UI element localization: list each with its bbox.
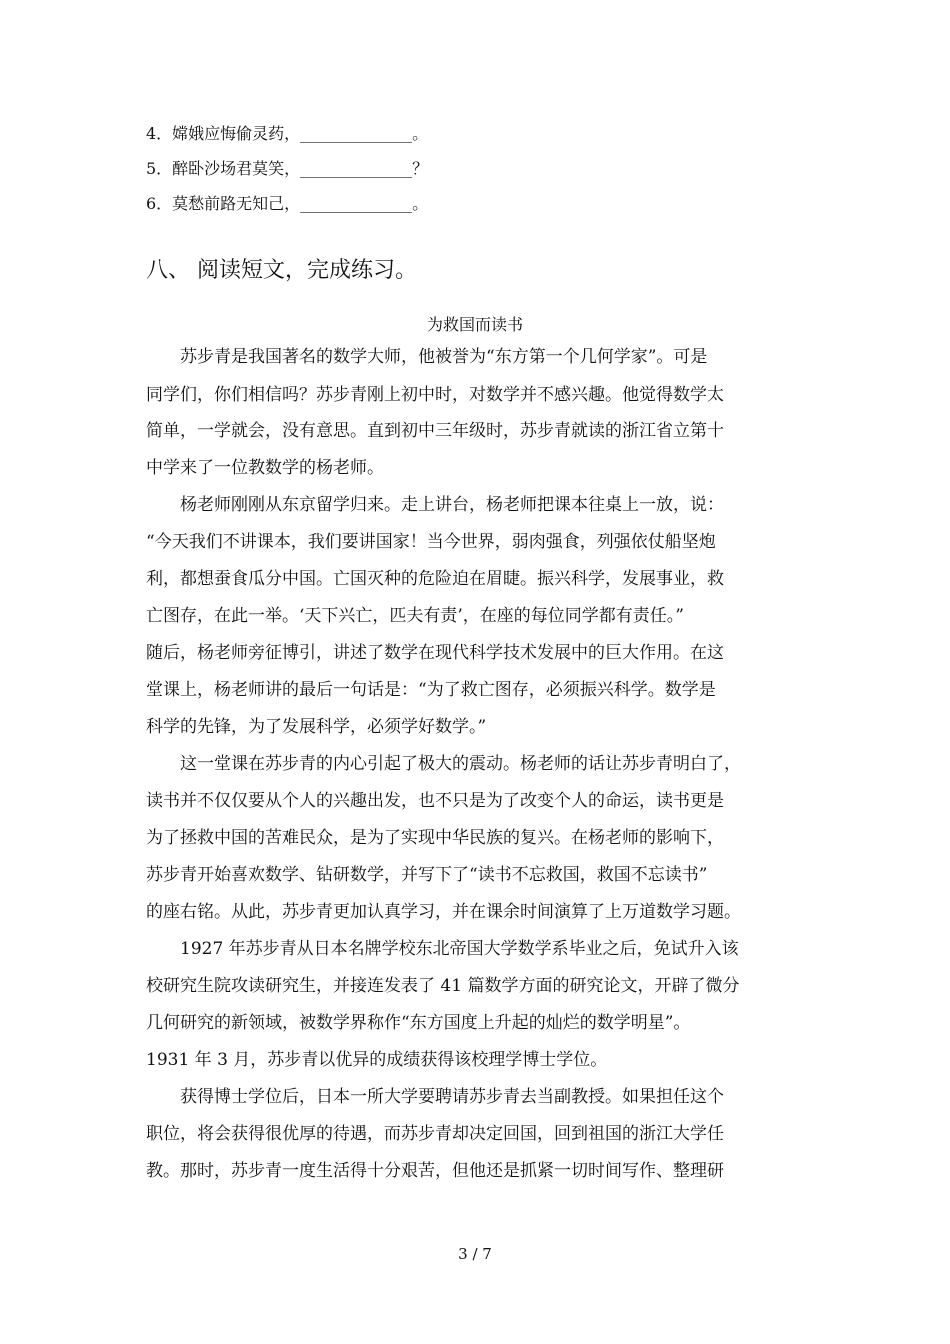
article-line: 这一堂课在苏步青的内心引起了极大的震动。杨老师的话让苏步青明白了， (146, 754, 741, 774)
article-line: 杨老师刚刚从东京留学归来。走上讲台，杨老师把课本往桌上一放，说： (146, 495, 724, 515)
page-number: 3 / 7 (458, 1245, 492, 1263)
article-line: 读书并不仅仅要从个人的兴趣出发，也不只是为了改变个人的命运，读书更是 (146, 791, 724, 811)
article-line: 校研究生院攻读研究生，并接连发表了 41 篇数学方面的研究论文，开辟了微分 (146, 976, 740, 996)
article-line: 堂课上，杨老师讲的最后一句话是：“为了救亡图存，必须振兴科学。数学是 (146, 680, 716, 700)
article-line: 苏步青是我国著名的数学大师，他被誉为“东方第一个几何学家”。可是 (146, 347, 708, 367)
article-line: 1931 年 3 月，苏步青以优异的成绩获得该校理学博士学位。 (146, 1050, 608, 1070)
article-line: 几何研究的新领域，被数学界称作“东方国度上升起的灿烂的数学明星”。 (146, 1013, 691, 1033)
article-line: 中学来了一位教数学的杨老师。 (146, 458, 384, 478)
section-heading: 八、 阅读短文，完成练习。 (146, 258, 417, 283)
fill-blank-item-4: 4．嫦娥应悔偷灵药，______________。 (146, 124, 429, 143)
article-line: 的座右铭。从此，苏步青更加认真学习，并在课余时间演算了上万道数学习题。 (146, 902, 741, 922)
article-line: 获得博士学位后，日本一所大学要聘请苏步青去当副教授。如果担任这个 (146, 1087, 724, 1107)
fill-blank-item-6: 6．莫愁前路无知己，______________。 (146, 194, 429, 213)
article-line: 教。那时，苏步青一度生活得十分艰苦，但他还是抓紧一切时间写作、整理研 (146, 1161, 724, 1181)
article-title: 为救国而读书 (426, 315, 523, 334)
article-line: 亡图存，在此一举。‘天下兴亡，匹夫有责’，在座的每位同学都有责任。” (146, 606, 684, 626)
article-line: 职位，将会获得很优厚的待遇，而苏步青却决定回国，回到祖国的浙江大学任 (146, 1124, 724, 1144)
article-line: 简单，一学就会，没有意思。直到初中三年级时，苏步青就读的浙江省立第十 (146, 421, 724, 441)
article-line: “今天我们不讲课本，我们要讲国家！当今世界，弱肉强食，列强依仗船坚炮 (146, 532, 716, 552)
article-line: 苏步青开始喜欢数学、钻研数学，并写下了“读书不忘救国，救国不忘读书” (146, 865, 708, 885)
article-line: 利，都想蚕食瓜分中国。亡国灭种的危险迫在眉睫。振兴科学，发展事业，救 (146, 569, 724, 589)
article-line: 随后，杨老师旁征博引，讲述了数学在现代科学技术发展中的巨大作用。在这 (146, 643, 724, 663)
article-line: 科学的先锋，为了发展科学，必须学好数学。” (146, 717, 487, 737)
article-line: 同学们，你们相信吗？苏步青刚上初中时，对数学并不感兴趣。他觉得数学太 (146, 385, 724, 405)
fill-blank-item-5: 5．醉卧沙场君莫笑，______________？ (146, 159, 429, 178)
article-line: 1927 年苏步青从日本名牌学校东北帝国大学数学系毕业之后，免试升入该 (146, 939, 739, 959)
article-line: 为了拯救中国的苦难民众，是为了实现中华民族的复兴。在杨老师的影响下， (146, 828, 724, 848)
